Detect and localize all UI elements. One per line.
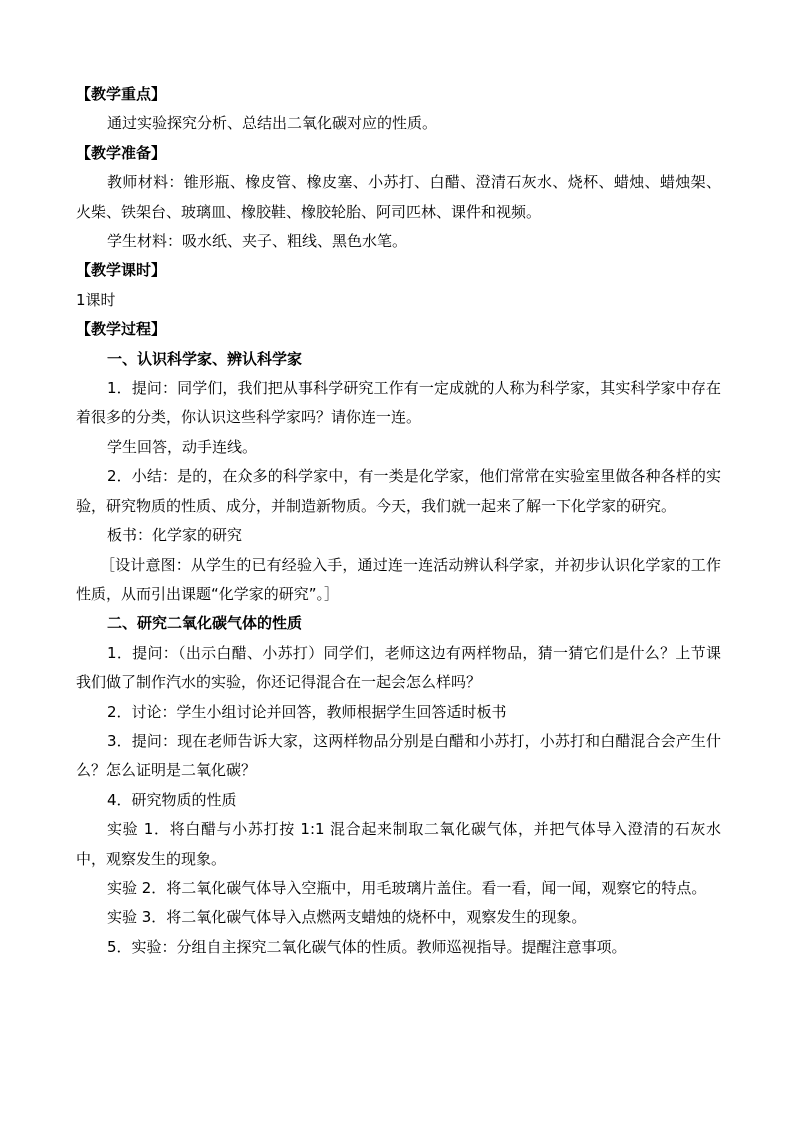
teacher-materials: 教师材料：锥形瓶、橡皮管、橡皮塞、小苏打、白醋、澄清石灰水、烧杯、蜡烛、蜡烛架、火柴、铁架台、玻璃皿、橡胶鞋、橡胶轮胎、阿司匹林、课件和视频。 [76,173,721,221]
process-heading: 【教学过程】 [76,320,167,339]
focus-text: 通过实验探究分析、总结出二氧化碳对应的性质。 [107,114,438,133]
focus-heading: 【教学重点】 [76,85,167,103]
part2-item2: 2．讨论：学生小组讨论并回答，教师根据学生回答适时板书 [107,702,507,721]
preparation-heading: 【教学准备】 [76,143,167,162]
part1-item1: 1．提问：同学们，我们把从事科学研究工作有一定成就的人称为科学家，其实科学家中存在着很多的分类，你认识这些科学家吗？请你连一连。 [76,379,721,427]
part2-item4: 4．研究物质的性质 [107,790,237,809]
part1-item2: 2．小结：是的，在众多的科学家中，有一类是化学家，他们常常在实验室里做各种各样的实验，研究物质的性质、成分，并制造新物质。今天，我们就一起来了解一下化学家的研究。 [76,467,721,515]
part2-item3: 3．提问：现在老师告诉大家，这两样物品分别是白醋和小苏打，小苏打和白醋混合会产生什么？怎么证明是二氧化碳？ [76,731,721,780]
part2-item5: 5．实验：分组自主探究二氧化碳气体的性质。教师巡视指导。提醒注意事项。 [107,937,627,956]
part1-board: 板书：化学家的研究 [107,526,243,545]
part2-item1: 1．提问：（出示白醋、小苏打）同学们，老师这边有两样物品，猜一猜它们是什么？上节课我们做了制作汽水的实验，你还记得混合在一起会怎么样吗？ [76,643,721,692]
document-page [76,80,721,962]
part2-title: 二、研究二氧化碳气体的性质 [107,614,303,633]
part2-experiment2: 实验 2．将二氧化碳气体导入空瓶中，用毛玻璃片盖住。看一看，闻一闻，观察它的特点。 [107,878,707,897]
part2-experiment1: 实验 1．将白醋与小苏打按 1:1 混合起来制取二氧化碳气体，并把气体导入澄清的石灰水中，观察发生的现象。 [76,820,721,868]
part1-design-intent: ［设计意图：从学生的已有经验入手，通过连一连活动辨认科学家，并初步认识化学家的工作性质，从而引出课题“化学家的研究”。］ [76,555,721,603]
student-materials: 学生材料：吸水纸、夹子、粗线、黑色水笔。 [107,232,408,251]
part1-title: 一、认识科学家、辨认科学家 [107,349,303,368]
part2-experiment3: 实验 3．将二氧化碳气体导入点燃两支蜡烛的烧杯中，观察发生的现象。 [107,908,587,927]
part1-answer: 学生回答，动手连线。 [107,437,258,456]
hours-heading: 【教学课时】 [76,261,167,280]
hours-text: 1课时 [76,290,116,309]
